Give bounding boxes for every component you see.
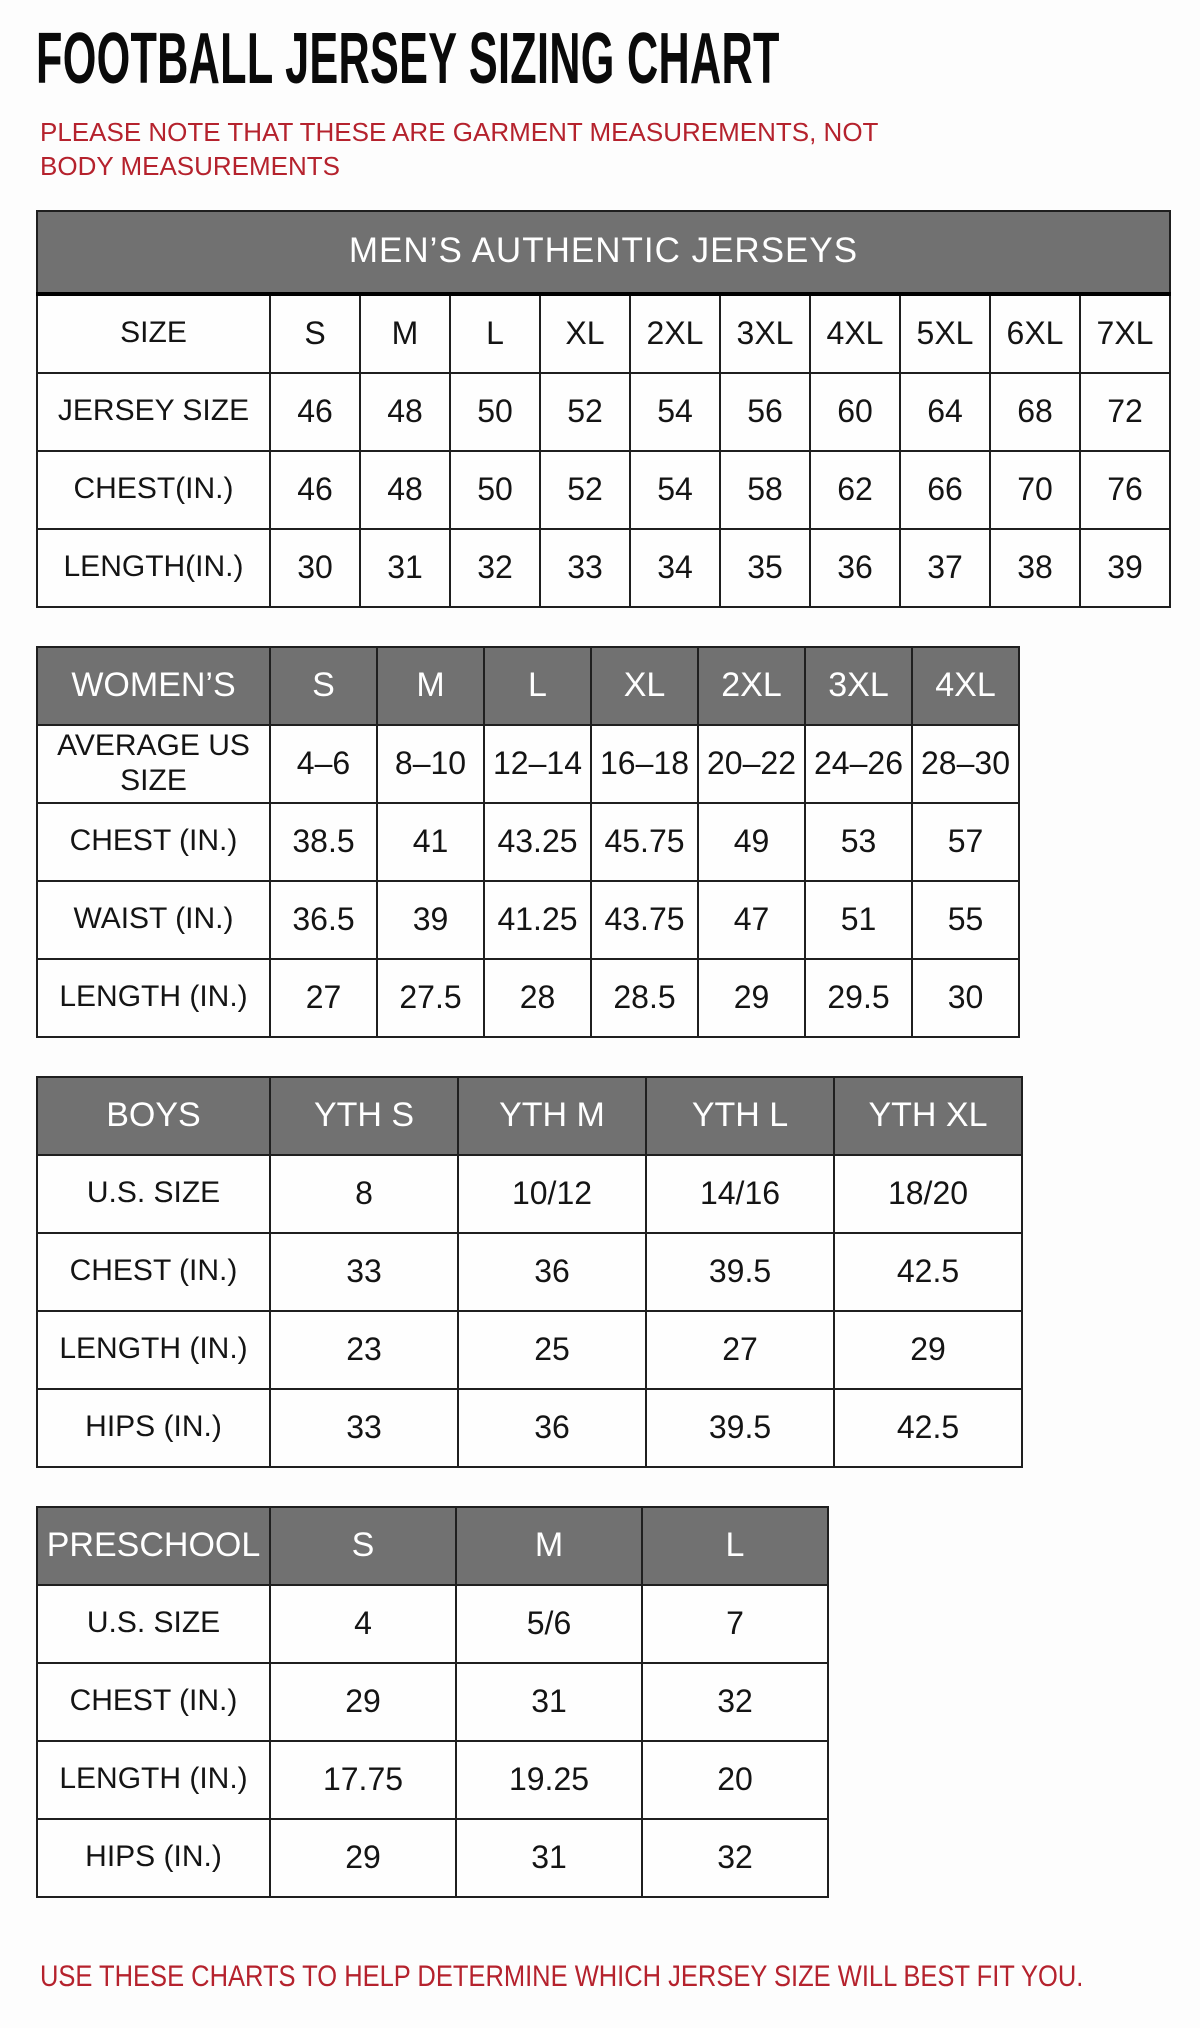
size-column-header: XL (540, 294, 630, 373)
column-group-label: BOYS (37, 1077, 270, 1155)
mens-authentic-jerseys-header-row (37, 294, 1170, 373)
measurement-cell: 60 (810, 373, 900, 451)
size-column-header: 3XL (720, 294, 810, 373)
measurement-cell: 27 (270, 959, 377, 1037)
measurement-cell: 29 (834, 1311, 1022, 1389)
size-column-header: 7XL (1080, 294, 1170, 373)
measurement-cell: 33 (540, 529, 630, 607)
page-title: FOOTBALL JERSEY SIZING CHART (36, 19, 780, 99)
measurement-cell: 27 (646, 1311, 834, 1389)
boys-jerseys-header-row (37, 1077, 1022, 1155)
measurement-cell: 17.75 (270, 1741, 456, 1819)
measurement-cell: 46 (270, 451, 360, 529)
measurement-cell: 70 (990, 451, 1080, 529)
measurement-cell: 20 (642, 1741, 828, 1819)
table-row (37, 1585, 828, 1663)
size-column-header: S (270, 647, 377, 725)
table-row (37, 1155, 1022, 1233)
womens-jerseys-header-row (37, 647, 1019, 725)
size-column-header: 2XL (630, 294, 720, 373)
table-row (37, 451, 1170, 529)
size-column-header: L (484, 647, 591, 725)
measurement-cell: 48 (360, 373, 450, 451)
measurement-cell: 27.5 (377, 959, 484, 1037)
measurement-cell: 4 (270, 1585, 456, 1663)
measurement-cell: 39 (377, 881, 484, 959)
measurement-cell: 20–22 (698, 725, 805, 803)
row-label: U.S. SIZE (37, 1155, 270, 1233)
measurement-cell: 18/20 (834, 1155, 1022, 1233)
measurement-cell: 48 (360, 451, 450, 529)
measurement-cell: 38 (990, 529, 1080, 607)
size-column-header: M (360, 294, 450, 373)
column-group-label: SIZE (37, 294, 270, 373)
measurement-cell: 39.5 (646, 1233, 834, 1311)
measurement-cell: 50 (450, 373, 540, 451)
row-label: LENGTH (IN.) (37, 1311, 270, 1389)
measurement-cell: 29.5 (805, 959, 912, 1037)
measurement-cell: 53 (805, 803, 912, 881)
measurement-cell: 25 (458, 1311, 646, 1389)
row-label: LENGTH (IN.) (37, 1741, 270, 1819)
row-label: HIPS (IN.) (37, 1819, 270, 1897)
measurement-cell: 54 (630, 451, 720, 529)
measurement-cell: 32 (450, 529, 540, 607)
measurement-cell: 54 (630, 373, 720, 451)
measurement-cell: 12–14 (484, 725, 591, 803)
mens-authentic-jerseys-table (36, 210, 1171, 608)
size-column-header: L (642, 1507, 828, 1585)
measurement-cell: 19.25 (456, 1741, 642, 1819)
measurement-cell: 52 (540, 373, 630, 451)
table-row (37, 373, 1170, 451)
size-column-header: 2XL (698, 647, 805, 725)
table-row (37, 1819, 828, 1897)
measurement-cell: 56 (720, 373, 810, 451)
measurement-cell: 46 (270, 373, 360, 451)
measurement-cell: 32 (642, 1819, 828, 1897)
preschool-jerseys-header-row (37, 1507, 828, 1585)
measurement-cell: 42.5 (834, 1389, 1022, 1467)
size-column-header: 5XL (900, 294, 990, 373)
measurement-cell: 16–18 (591, 725, 698, 803)
measurement-cell: 28 (484, 959, 591, 1037)
row-label: CHEST(IN.) (37, 451, 270, 529)
table-row (37, 803, 1019, 881)
row-label: HIPS (IN.) (37, 1389, 270, 1467)
measurement-cell: 36.5 (270, 881, 377, 959)
table-row (37, 881, 1019, 959)
measurement-cell: 35 (720, 529, 810, 607)
column-group-label: WOMEN’S (37, 647, 270, 725)
size-column-header: 3XL (805, 647, 912, 725)
measurement-cell: 8–10 (377, 725, 484, 803)
measurement-cell: 43.75 (591, 881, 698, 959)
row-label: LENGTH(IN.) (37, 529, 270, 607)
measurement-cell: 57 (912, 803, 1019, 881)
measurement-cell: 43.25 (484, 803, 591, 881)
measurement-cell: 24–26 (805, 725, 912, 803)
measurement-cell: 28.5 (591, 959, 698, 1037)
size-column-header: S (270, 294, 360, 373)
table-row (37, 1663, 828, 1741)
boys-jerseys-table (36, 1076, 1023, 1468)
measurement-cell: 66 (900, 451, 990, 529)
measurement-cell: 55 (912, 881, 1019, 959)
measurement-cell: 64 (900, 373, 990, 451)
table-row (37, 725, 1019, 803)
garment-measurements-note: PLEASE NOTE THAT THESE ARE GARMENT MEASUREMENTS, NOT BODY MEASUREMENTS (40, 116, 878, 182)
measurement-cell: 37 (900, 529, 990, 607)
table-row (37, 1233, 1022, 1311)
size-column-header: 6XL (990, 294, 1080, 373)
measurement-cell: 41 (377, 803, 484, 881)
measurement-cell: 29 (698, 959, 805, 1037)
size-column-header: L (450, 294, 540, 373)
measurement-cell: 29 (270, 1819, 456, 1897)
table-row (37, 1741, 828, 1819)
footer-note: USE THESE CHARTS TO HELP DETERMINE WHICH JERSEY SIZE WILL BEST FIT YOU. (40, 1959, 1084, 1993)
measurement-cell: 39.5 (646, 1389, 834, 1467)
size-column-header: M (377, 647, 484, 725)
size-column-header: YTH S (270, 1077, 458, 1155)
size-column-header: YTH M (458, 1077, 646, 1155)
size-column-header: S (270, 1507, 456, 1585)
size-column-header: XL (591, 647, 698, 725)
measurement-cell: 34 (630, 529, 720, 607)
size-column-header: YTH L (646, 1077, 834, 1155)
measurement-cell: 23 (270, 1311, 458, 1389)
measurement-cell: 68 (990, 373, 1080, 451)
sizing-tables-container (36, 210, 1172, 1898)
size-column-header: M (456, 1507, 642, 1585)
table-row (37, 959, 1019, 1037)
measurement-cell: 50 (450, 451, 540, 529)
row-label: U.S. SIZE (37, 1585, 270, 1663)
measurement-cell: 28–30 (912, 725, 1019, 803)
size-column-header: YTH XL (834, 1077, 1022, 1155)
measurement-cell: 62 (810, 451, 900, 529)
measurement-cell: 45.75 (591, 803, 698, 881)
measurement-cell: 31 (456, 1819, 642, 1897)
table-row (37, 1311, 1022, 1389)
row-label: AVERAGE US SIZE (37, 725, 270, 803)
measurement-cell: 30 (270, 529, 360, 607)
measurement-cell: 32 (642, 1663, 828, 1741)
measurement-cell: 7 (642, 1585, 828, 1663)
measurement-cell: 8 (270, 1155, 458, 1233)
measurement-cell: 33 (270, 1233, 458, 1311)
table-row (37, 529, 1170, 607)
measurement-cell: 47 (698, 881, 805, 959)
measurement-cell: 49 (698, 803, 805, 881)
measurement-cell: 14/16 (646, 1155, 834, 1233)
table-row (37, 1389, 1022, 1467)
measurement-cell: 31 (456, 1663, 642, 1741)
column-group-label: PRESCHOOL (37, 1507, 270, 1585)
preschool-jerseys-table (36, 1506, 829, 1898)
measurement-cell: 29 (270, 1663, 456, 1741)
measurement-cell: 42.5 (834, 1233, 1022, 1311)
measurement-cell: 58 (720, 451, 810, 529)
row-label: CHEST (IN.) (37, 803, 270, 881)
measurement-cell: 36 (458, 1389, 646, 1467)
measurement-cell: 4–6 (270, 725, 377, 803)
measurement-cell: 38.5 (270, 803, 377, 881)
mens-authentic-jerseys-banner: MEN’S AUTHENTIC JERSEYS (37, 211, 1170, 294)
measurement-cell: 41.25 (484, 881, 591, 959)
measurement-cell: 36 (458, 1233, 646, 1311)
womens-jerseys-table (36, 646, 1020, 1038)
measurement-cell: 33 (270, 1389, 458, 1467)
measurement-cell: 5/6 (456, 1585, 642, 1663)
row-label: WAIST (IN.) (37, 881, 270, 959)
row-label: JERSEY SIZE (37, 373, 270, 451)
measurement-cell: 10/12 (458, 1155, 646, 1233)
measurement-cell: 31 (360, 529, 450, 607)
measurement-cell: 72 (1080, 373, 1170, 451)
measurement-cell: 39 (1080, 529, 1170, 607)
measurement-cell: 51 (805, 881, 912, 959)
measurement-cell: 52 (540, 451, 630, 529)
measurement-cell: 30 (912, 959, 1019, 1037)
measurement-cell: 76 (1080, 451, 1170, 529)
row-label: CHEST (IN.) (37, 1663, 270, 1741)
size-column-header: 4XL (912, 647, 1019, 725)
row-label: LENGTH (IN.) (37, 959, 270, 1037)
measurement-cell: 36 (810, 529, 900, 607)
row-label: CHEST (IN.) (37, 1233, 270, 1311)
size-column-header: 4XL (810, 294, 900, 373)
